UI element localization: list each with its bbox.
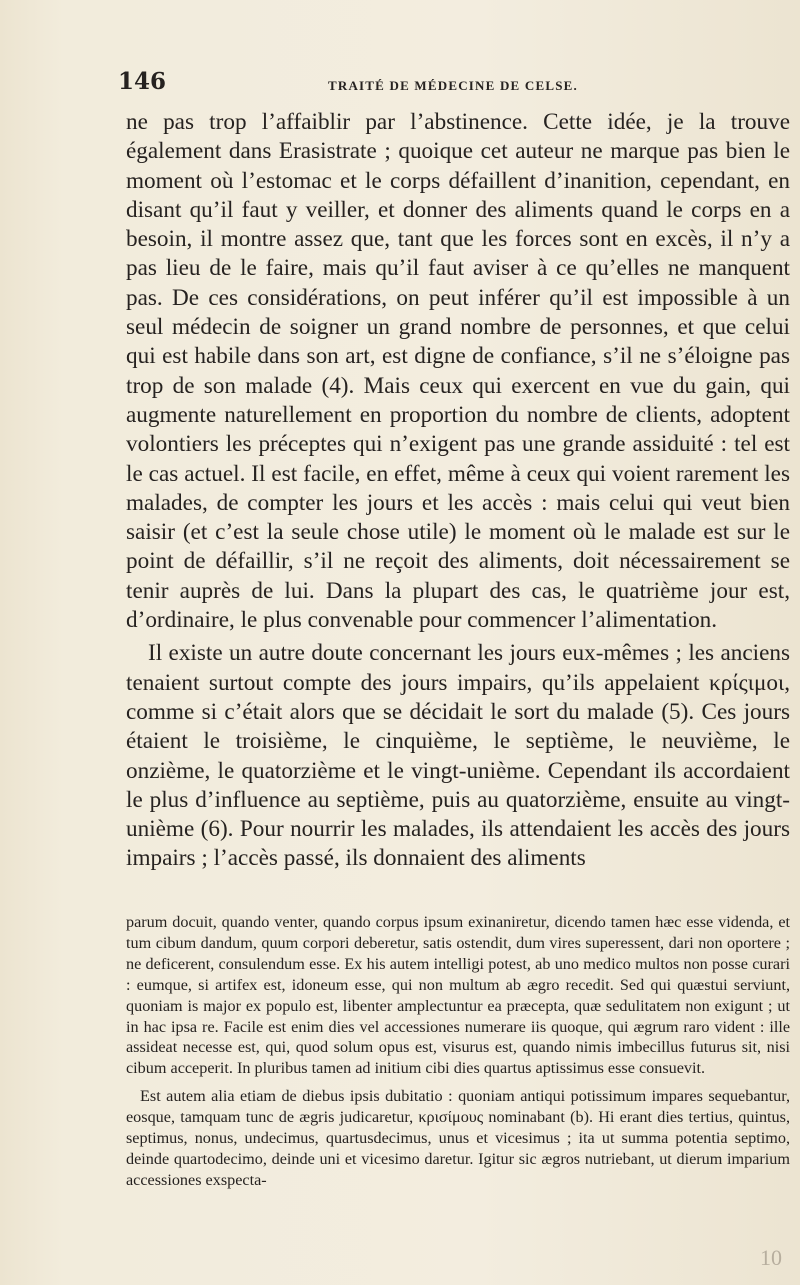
page-number: 146	[118, 68, 167, 95]
paragraph-1: ne pas trop l’affaiblir par l’abstinence. Cette idée, je la trouve également dans Erasistrate ; quoique cet auteur ne marque pas bien le moment où l’estomac et le corps défaillent d’inanition, cependant, en disant qu’il faut y veiller, et donner des aliments quand le corps en a besoin, il montre assez que, tant que les forces sont en excès, il n’y a pas lieu de le faire, mais qu’il faut aviser à ce qu’elles ne manquent pas. De ces considérations, on peut inférer qu’il est impossible à un seul médecin de soigner un grand nombre de personnes, et que celui qui est habile dans son art, est digne de confiance, s’il ne s’éloigne pas trop de son malade (4). Mais ceux qui exercent en vue du gain, qui augmente naturellement en proportion du nombre de clients, adoptent volontiers les préceptes qui n’exigent pas une grande assiduité : tel est le cas actuel. Il est facile, en effet, même à ceux qui voient rarement les malades, de compter les jours et les accès : mais celui qui veut bien saisir (et c’est la seule chose utile) le moment où le malade est sur le point de défaillir, s’il ne reçoit des aliments, doit nécessairement se tenir auprès de lui. Dans la plupart des cas, le quatrième jour est, d’ordinaire, le plus convenable pour commencer l’alimentation.	[126, 109, 790, 634]
main-text	[126, 108, 790, 874]
bottom-mark: 10	[760, 1245, 782, 1270]
latin-footnotes	[126, 912, 790, 1191]
page-header	[118, 68, 778, 102]
footnote-1: parum docuit, quando venter, quando corpus ipsum exinaniretur, dicendo tamen hæc esse videnda, et tum cibum dandum, quum corpori deberetur, satis ostendit, dum vires superessent, dari non oportere ; ne deficerent, consulendum esse. Ex his autem intelligi potest, ab uno medico multos non posse curari : eumque, si artifex est, idoneum esse, qui non multum ab ægro recedit. Sed qui quæstui serviunt, quoniam is major ex populo est, libenter amplectuntur ea præcepta, quæ sedulitatem non exigunt ; ut in hac ipsa re. Facile est enim dies vel accessiones numerare iis quoque, qui ægrum raro vident : ille assideat necesse est, qui, quod solum opus est, visurus est, quando nimis imbecillus futurus sit, nisi cibum acceperit. In pluribus tamen ad initium cibi dies quartus aptissimus esse consuevit.	[126, 913, 790, 1078]
paragraph-2: Il existe un autre doute concernant les jours eux-mêmes ; les anciens tenaient surtout compte des jours impairs, qu’ils appelaient κρίςιμοι, comme si c’était alors que se décidait le sort du malade (5). Ces jours étaient le troisième, le cinquième, le septième, le neuvième, le onzième, le quatorzième et le vingt-unième. Cependant ils accordaient le plus d’influence au septième, puis au quatorzième, ensuite au vingt-unième (6). Pour nourrir les malades, ils attendaient les accès des jours impairs ; l’accès passé, ils donnaient des aliments	[126, 640, 790, 872]
running-title: TRAITÉ DE MÉDECINE DE CELSE.	[328, 78, 578, 93]
footnote-2: Est autem alia etiam de diebus ipsis dubitatio : quoniam antiqui potissimum impares sequebantur, eosque, tamquam tunc de ægris judicaretur, κρισίμους nominabant (b). Hi erant dies tertius, quintus, septimus, nonus, undecimus, quartusdecimus, unus et vicesimus ; ita ut summa potentia septimo, deinde quartodecimo, deinde uni et vicesimo daretur. Igitur sic ægros nutriebant, ut dierum imparium accessiones exspecta-	[126, 1087, 790, 1189]
